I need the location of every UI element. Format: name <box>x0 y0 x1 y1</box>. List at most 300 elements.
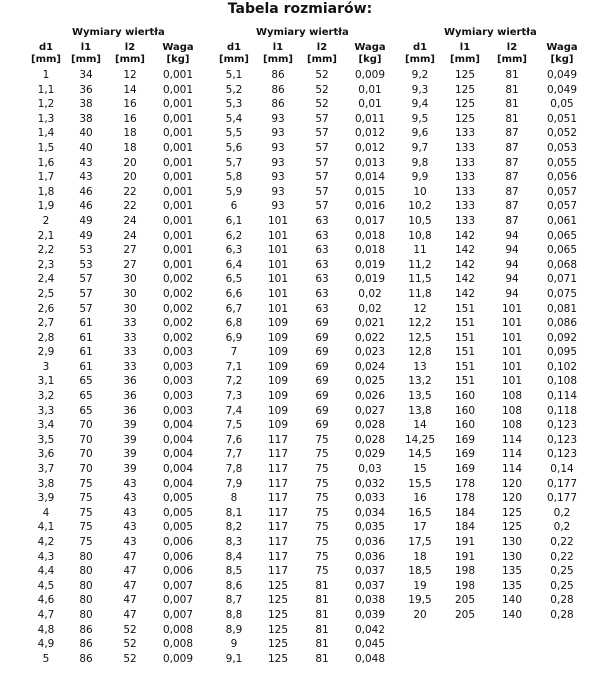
table-row <box>398 287 588 302</box>
cell-l1: 86 <box>271 69 285 81</box>
cell-waga: 0,002 <box>162 331 194 344</box>
cell-l1: 70 <box>79 463 93 476</box>
cell-d1: 3,7 <box>37 463 55 476</box>
cell-waga: 0,28 <box>550 608 574 621</box>
cell-l1: 125 <box>454 83 476 96</box>
table-row <box>212 287 396 302</box>
cell-l1: 86 <box>271 83 285 96</box>
cell-l1: 125 <box>454 69 476 81</box>
cell-waga: 0,056 <box>546 171 578 184</box>
cell-waga: 0,006 <box>162 565 194 578</box>
cell-d1: 1,1 <box>37 83 55 96</box>
cell-waga: 0,013 <box>354 156 386 169</box>
cell-l1: 65 <box>79 375 93 388</box>
header-unit: [mm] <box>497 54 527 65</box>
table-row <box>398 68 588 83</box>
table-row <box>398 593 588 608</box>
cell-waga: 0,004 <box>162 477 194 490</box>
cell-l1: 93 <box>271 127 285 140</box>
cell-d1: 7,2 <box>225 375 243 388</box>
cell-d1: 11,8 <box>408 287 432 300</box>
cell-l1: 109 <box>267 346 289 359</box>
table-row <box>212 68 396 83</box>
header-row <box>212 40 396 68</box>
cell-l1: 57 <box>79 287 93 300</box>
table-row <box>212 302 396 317</box>
cell-waga: 0,007 <box>162 594 194 607</box>
cell-l1: 93 <box>271 141 285 154</box>
table-row <box>398 331 588 346</box>
table-row <box>398 506 588 521</box>
cell-l1: 61 <box>79 317 93 330</box>
header-name: l2 <box>124 42 136 53</box>
table-row <box>212 345 396 360</box>
cell-d1: 5 <box>42 652 50 665</box>
cell-waga: 0,071 <box>546 273 578 286</box>
cell-waga: 0,055 <box>546 156 578 169</box>
cell-l2: 75 <box>315 506 329 519</box>
cell-d1: 14,25 <box>404 433 436 446</box>
cell-d1: 7,7 <box>225 448 243 461</box>
header-unit: [kg] <box>166 54 190 65</box>
cell-l2: 75 <box>315 565 329 578</box>
header-unit: [mm] <box>263 54 293 65</box>
header-name: l1 <box>80 42 92 53</box>
cell-d1: 8 <box>230 492 238 505</box>
cell-d1: 19 <box>413 579 427 592</box>
cell-l1: 125 <box>454 112 476 125</box>
cell-l2: 81 <box>505 83 519 96</box>
table-row <box>28 447 204 462</box>
cell-l2: 63 <box>315 273 329 286</box>
header-unit: [kg] <box>358 54 382 65</box>
table-row <box>28 141 204 156</box>
table-row <box>398 272 588 287</box>
cell-d1: 3,4 <box>37 419 55 432</box>
cell-l1: 160 <box>454 419 476 432</box>
cell-waga: 0,012 <box>354 127 386 140</box>
table-row <box>398 520 588 535</box>
table-row <box>212 652 396 667</box>
table-row <box>398 302 588 317</box>
header-l1 <box>256 40 300 68</box>
cell-l2: 16 <box>123 98 137 111</box>
cell-d1: 1,7 <box>37 171 55 184</box>
cell-l2: 33 <box>123 346 137 359</box>
header-unit: [mm] <box>115 54 145 65</box>
cell-waga: 0,2 <box>553 506 571 519</box>
cell-l2: 120 <box>501 477 523 490</box>
cell-d1: 13,5 <box>408 390 432 403</box>
cell-waga: 0,053 <box>546 141 578 154</box>
cell-l2: 75 <box>315 463 329 476</box>
cell-waga: 0,006 <box>162 536 194 548</box>
table-row <box>398 199 588 214</box>
cell-d1: 14 <box>413 419 427 432</box>
cell-d1: 6,3 <box>225 244 243 257</box>
cell-d1: 2,2 <box>37 244 55 257</box>
cell-d1: 6,1 <box>225 214 243 227</box>
table-row <box>212 126 396 141</box>
table-row <box>28 243 204 258</box>
cell-l2: 52 <box>123 638 137 651</box>
cell-l1: 151 <box>454 346 476 359</box>
cell-d1: 1,9 <box>37 200 55 213</box>
cell-d1: 6,5 <box>225 273 243 286</box>
table-row <box>398 229 588 244</box>
cell-waga: 0,049 <box>546 69 578 81</box>
cell-l2: 63 <box>315 229 329 242</box>
cell-waga: 0,001 <box>162 156 194 169</box>
table-row <box>398 462 588 477</box>
cell-l2: 87 <box>505 214 519 227</box>
cell-d1: 13,2 <box>408 375 432 388</box>
cell-l2: 14 <box>123 83 137 96</box>
header-name: l2 <box>316 42 328 53</box>
table-row <box>398 608 588 623</box>
table-row <box>398 258 588 273</box>
cell-d1: 13,8 <box>408 404 432 417</box>
table-row <box>398 447 588 462</box>
cell-d1: 9,5 <box>411 112 429 125</box>
header-unit: [mm] <box>405 54 435 65</box>
cell-l2: 81 <box>315 638 329 651</box>
cell-waga: 0,048 <box>354 652 386 665</box>
cell-l2: 63 <box>315 302 329 315</box>
cell-d1: 6,6 <box>225 287 243 300</box>
cell-l2: 94 <box>505 258 519 271</box>
cell-d1: 5,9 <box>225 185 243 198</box>
cell-l1: 75 <box>79 521 93 534</box>
cell-waga: 0,118 <box>546 404 578 417</box>
cell-l2: 33 <box>123 317 137 330</box>
cell-l2: 87 <box>505 200 519 213</box>
table-row <box>398 126 588 141</box>
cell-l1: 109 <box>267 375 289 388</box>
table-row <box>212 272 396 287</box>
table-row <box>28 185 204 200</box>
cell-waga: 0,114 <box>546 390 578 403</box>
cell-d1: 5,7 <box>225 156 243 169</box>
cell-l2: 47 <box>123 550 137 563</box>
cell-d1: 11,5 <box>408 273 432 286</box>
cell-l2: 101 <box>501 331 523 344</box>
cell-d1: 6,4 <box>225 258 243 271</box>
table-row <box>212 462 396 477</box>
cell-d1: 6,2 <box>225 229 243 242</box>
cell-l1: 70 <box>79 433 93 446</box>
cell-l2: 69 <box>315 317 329 330</box>
cell-waga: 0,065 <box>546 229 578 242</box>
cell-waga: 0,14 <box>550 463 574 476</box>
table-row <box>212 623 396 638</box>
cell-d1: 11,2 <box>408 258 432 271</box>
cell-waga: 0,037 <box>354 579 386 592</box>
cell-l1: 191 <box>454 550 476 563</box>
cell-l2: 81 <box>315 594 329 607</box>
table-row <box>398 97 588 112</box>
cell-l2: 52 <box>123 652 137 665</box>
cell-waga: 0,028 <box>354 419 386 432</box>
cell-l1: 198 <box>454 579 476 592</box>
cell-d1: 5,1 <box>225 69 243 81</box>
cell-waga: 0,123 <box>546 433 578 446</box>
cell-l1: 178 <box>454 492 476 505</box>
cell-d1: 6,8 <box>225 317 243 330</box>
cell-waga: 0,027 <box>354 404 386 417</box>
cell-l1: 125 <box>267 579 289 592</box>
header-name: Waga <box>162 42 194 53</box>
cell-l1: 198 <box>454 565 476 578</box>
cell-l2: 47 <box>123 608 137 621</box>
cell-l1: 151 <box>454 375 476 388</box>
cell-l2: 81 <box>315 652 329 665</box>
cell-waga: 0,25 <box>550 579 574 592</box>
table-row <box>28 491 204 506</box>
table-row <box>212 389 396 404</box>
cell-l2: 18 <box>123 127 137 140</box>
cell-d1: 2,9 <box>37 346 55 359</box>
cell-d1: 1,4 <box>37 127 55 140</box>
cell-l2: 52 <box>315 98 329 111</box>
cell-l2: 114 <box>501 433 523 446</box>
cell-waga: 0,017 <box>354 214 386 227</box>
cell-l1: 109 <box>267 360 289 373</box>
cell-d1: 20 <box>413 608 427 621</box>
cell-l1: 109 <box>267 317 289 330</box>
cell-l1: 184 <box>454 506 476 519</box>
cell-d1: 9,4 <box>411 98 429 111</box>
cell-l2: 57 <box>315 141 329 154</box>
cell-waga: 0,075 <box>546 287 578 300</box>
table-row <box>398 141 588 156</box>
table-row <box>398 418 588 433</box>
cell-waga: 0,011 <box>354 112 386 125</box>
cell-d1: 4,1 <box>37 521 55 534</box>
cell-l1: 160 <box>454 404 476 417</box>
cell-waga: 0,2 <box>553 521 571 534</box>
table-row <box>28 579 204 594</box>
table-row <box>212 637 396 652</box>
cell-d1: 13 <box>413 360 427 373</box>
cell-waga: 0,004 <box>162 419 194 432</box>
table-row <box>28 374 204 389</box>
table-row <box>28 652 204 667</box>
table-row <box>28 112 204 127</box>
cell-l1: 61 <box>79 346 93 359</box>
cell-l2: 52 <box>123 623 137 636</box>
cell-waga: 0,039 <box>354 608 386 621</box>
cell-waga: 0,003 <box>162 390 194 403</box>
cell-waga: 0,033 <box>354 492 386 505</box>
cell-waga: 0,016 <box>354 200 386 213</box>
table-row <box>212 447 396 462</box>
cell-d1: 2,4 <box>37 273 55 286</box>
table-row <box>28 97 204 112</box>
cell-d1: 18,5 <box>408 565 432 578</box>
header-name: Waga <box>354 42 386 53</box>
cell-l2: 30 <box>123 273 137 286</box>
cell-d1: 4,7 <box>37 608 55 621</box>
cell-l2: 140 <box>501 594 523 607</box>
table-row <box>28 623 204 638</box>
cell-l2: 43 <box>123 506 137 519</box>
table-row <box>212 418 396 433</box>
cell-d1: 2,7 <box>37 317 55 330</box>
cell-l1: 109 <box>267 331 289 344</box>
cell-d1: 2,1 <box>37 229 55 242</box>
cell-waga: 0,003 <box>162 375 194 388</box>
cell-l1: 109 <box>267 390 289 403</box>
cell-l1: 49 <box>79 214 93 227</box>
table-row <box>398 550 588 565</box>
table-row <box>28 389 204 404</box>
cell-waga: 0,001 <box>162 214 194 227</box>
cell-waga: 0,037 <box>354 565 386 578</box>
cell-d1: 2,6 <box>37 302 55 315</box>
cell-l1: 46 <box>79 200 93 213</box>
table-row <box>28 156 204 171</box>
cell-l1: 133 <box>454 200 476 213</box>
cell-d1: 4,5 <box>37 579 55 592</box>
cell-l2: 52 <box>315 83 329 96</box>
cell-waga: 0,02 <box>358 302 382 315</box>
table-row <box>28 287 204 302</box>
cell-waga: 0,029 <box>354 448 386 461</box>
table-row <box>28 360 204 375</box>
cell-l2: 75 <box>315 521 329 534</box>
cell-l1: 86 <box>271 98 285 111</box>
cell-l2: 87 <box>505 141 519 154</box>
table-row <box>398 433 588 448</box>
cell-l2: 94 <box>505 287 519 300</box>
size-table-block-3 <box>398 40 588 623</box>
cell-d1: 8,6 <box>225 579 243 592</box>
table-row <box>28 433 204 448</box>
cell-waga: 0,006 <box>162 550 194 563</box>
cell-d1: 7,8 <box>225 463 243 476</box>
cell-waga: 0,008 <box>162 623 194 636</box>
cell-l1: 117 <box>267 550 289 563</box>
table-row <box>212 535 396 550</box>
cell-d1: 8,7 <box>225 594 243 607</box>
cell-waga: 0,005 <box>162 521 194 534</box>
cell-l1: 142 <box>454 229 476 242</box>
cell-waga: 0,086 <box>546 317 578 330</box>
header-l2 <box>108 40 152 68</box>
cell-d1: 6,9 <box>225 331 243 344</box>
table-row <box>28 462 204 477</box>
cell-l2: 16 <box>123 112 137 125</box>
cell-d1: 9 <box>230 638 238 651</box>
cell-d1: 3,1 <box>37 375 55 388</box>
cell-l2: 130 <box>501 536 523 548</box>
cell-l2: 39 <box>123 463 137 476</box>
table-row <box>28 331 204 346</box>
cell-d1: 8,2 <box>225 521 243 534</box>
cell-l2: 108 <box>501 404 523 417</box>
cell-l2: 30 <box>123 302 137 315</box>
cell-d1: 16 <box>413 492 427 505</box>
cell-d1: 4,8 <box>37 623 55 636</box>
cell-l2: 81 <box>505 112 519 125</box>
cell-l1: 75 <box>79 536 93 548</box>
table-row <box>212 185 396 200</box>
cell-l1: 101 <box>267 244 289 257</box>
cell-l1: 169 <box>454 463 476 476</box>
group-label-block-2: Wymiary wiertła <box>256 27 349 38</box>
table-row <box>28 418 204 433</box>
cell-l1: 101 <box>267 229 289 242</box>
cell-l2: 81 <box>315 608 329 621</box>
cell-l1: 205 <box>454 608 476 621</box>
cell-d1: 4,9 <box>37 638 55 651</box>
cell-waga: 0,002 <box>162 317 194 330</box>
cell-l1: 178 <box>454 477 476 490</box>
cell-d1: 10,5 <box>408 214 432 227</box>
cell-l2: 101 <box>501 302 523 315</box>
size-table-block-1 <box>28 40 204 666</box>
cell-d1: 2,8 <box>37 331 55 344</box>
table-row <box>212 97 396 112</box>
cell-d1: 19,5 <box>408 594 432 607</box>
table-row <box>398 243 588 258</box>
cell-l1: 151 <box>454 331 476 344</box>
cell-l1: 133 <box>454 141 476 154</box>
cell-l1: 101 <box>267 287 289 300</box>
cell-waga: 0,081 <box>546 302 578 315</box>
cell-d1: 14,5 <box>408 448 432 461</box>
cell-waga: 0,003 <box>162 404 194 417</box>
cell-l1: 93 <box>271 112 285 125</box>
cell-d1: 7,4 <box>225 404 243 417</box>
table-row <box>212 593 396 608</box>
cell-waga: 0,001 <box>162 141 194 154</box>
table-row <box>398 389 588 404</box>
page-title: Tabela rozmiarów: <box>227 1 373 17</box>
cell-waga: 0,177 <box>546 492 578 505</box>
cell-l1: 117 <box>267 477 289 490</box>
cell-waga: 0,009 <box>354 69 386 81</box>
cell-waga: 0,052 <box>546 127 578 140</box>
table-row <box>28 214 204 229</box>
table-row <box>212 374 396 389</box>
cell-d1: 5,3 <box>225 98 243 111</box>
cell-d1: 9,9 <box>411 171 429 184</box>
cell-l2: 75 <box>315 536 329 548</box>
cell-d1: 4 <box>42 506 50 519</box>
cell-waga: 0,065 <box>546 244 578 257</box>
cell-d1: 12,5 <box>408 331 432 344</box>
cell-l2: 52 <box>315 69 329 81</box>
cell-waga: 0,007 <box>162 608 194 621</box>
cell-l2: 27 <box>123 244 137 257</box>
header-name: Waga <box>546 42 578 53</box>
cell-waga: 0,019 <box>354 258 386 271</box>
cell-l1: 101 <box>267 258 289 271</box>
table-row <box>28 316 204 331</box>
cell-l1: 49 <box>79 229 93 242</box>
cell-l2: 43 <box>123 521 137 534</box>
cell-waga: 0,001 <box>162 258 194 271</box>
cell-l2: 39 <box>123 419 137 432</box>
cell-l1: 70 <box>79 419 93 432</box>
cell-waga: 0,092 <box>546 331 578 344</box>
cell-waga: 0,042 <box>354 623 386 636</box>
cell-l1: 151 <box>454 360 476 373</box>
cell-l2: 47 <box>123 565 137 578</box>
cell-l1: 109 <box>267 404 289 417</box>
